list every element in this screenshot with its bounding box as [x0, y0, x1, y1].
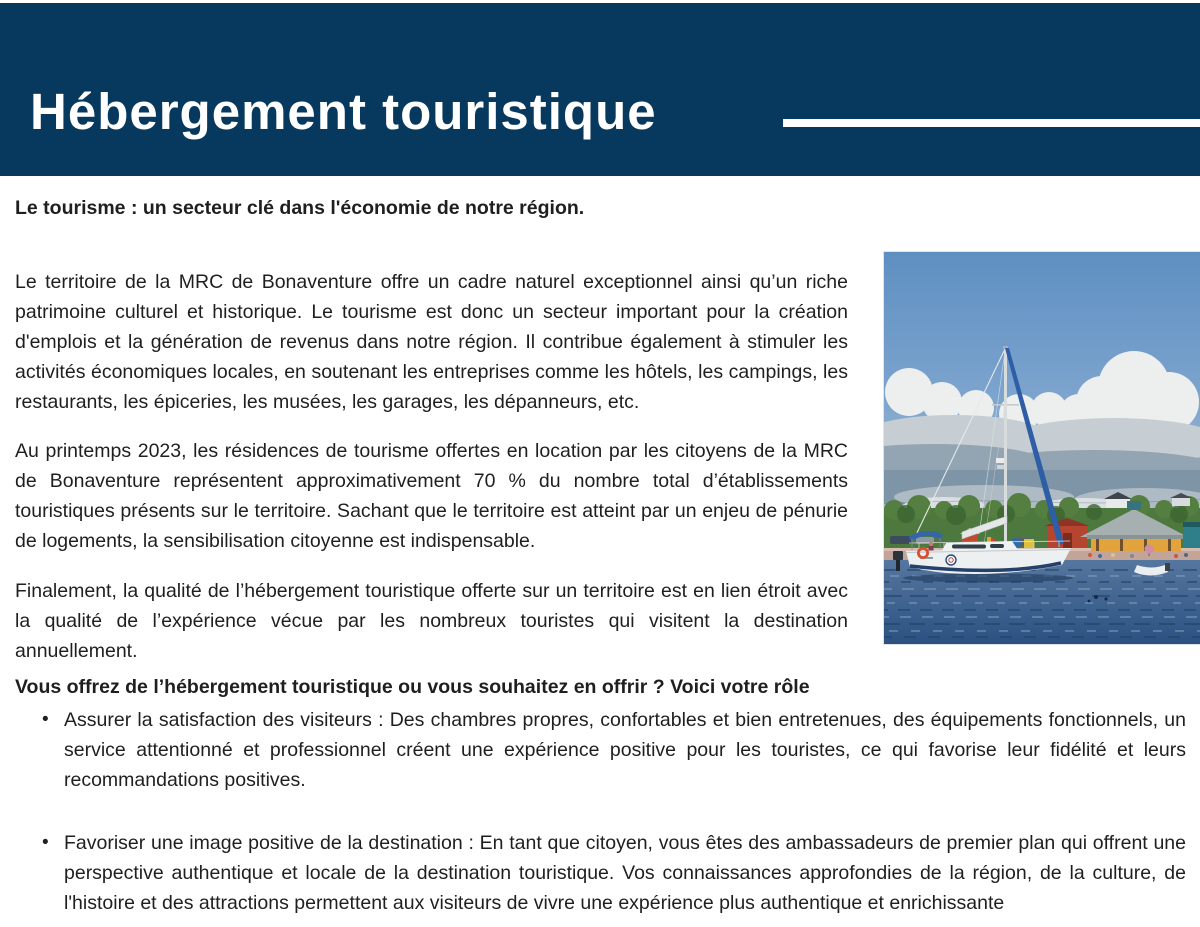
role-heading: Vous offrez de l’hébergement touristique ou vous souhaitez en offrir ? Voici votre rôle: [15, 676, 810, 698]
intro-heading: Le tourisme : un secteur clé dans l'économie de notre région.: [15, 197, 585, 219]
title-accent-rule: [783, 119, 1200, 127]
sailboat-beach-illustration: [884, 252, 1200, 644]
paragraph-territory: Le territoire de la MRC de Bonaventure offre un cadre naturel exceptionnel ainsi qu’un riche patrimoine culturel et historique. Le tourisme est donc un secteur important pour la création d'emplois et la génération de revenus dans notre région. Il contribue également à stimuler les activités économiques locales, en soutenant les entreprises comme les hôtels, les campings, les restaurants, les épiceries, les musées, les garages, les dépanneurs, etc.: [15, 270, 848, 413]
photo-sailboat: [884, 252, 1200, 644]
bullet-image-positive: • Favoriser une image positive de la destination : En tant que citoyen, vous êtes des ambassadeurs de premier plan qui offrent une perspective authentique et locale de la destination touristique. Vos connaissances approfondies de la région, de la culture, de l'histoire et des attractions permettent aux visiteurs de vivre une expérience plus authentique et enrichissante: [40, 828, 1186, 918]
page-header: [0, 3, 1200, 176]
bullet-satisfaction: • Assurer la satisfaction des visiteurs : Des chambres propres, confortables et bien entretenues, des équipements fonctionnels, un service attentionné et professionnel créent une expérience positive pour les touristes, ce qui favorise leur fidélité et leurs recommandations positives.: [40, 705, 1186, 795]
role-bullet-list: [40, 705, 1186, 918]
paragraph-quality: Finalement, la qualité de l’hébergement touristique offerte sur un territoire est en lien étroit avec la qualité de l’expérience vécue par les nombreux touristes qui visitent la destination annuellement.: [15, 579, 848, 662]
paragraph-spring-2023: Au printemps 2023, les résidences de tourisme offertes en location par les citoyens de la MRC de Bonaventure représentent approximativement 70 % du nombre total d’établissements touristiques présents sur le territoire. Sachant que le territoire est atteint par un enjeu de pénurie de logements, la sensibilisation citoyenne est indispensable.: [15, 439, 848, 552]
page-title: Hébergement touristique: [30, 83, 657, 140]
